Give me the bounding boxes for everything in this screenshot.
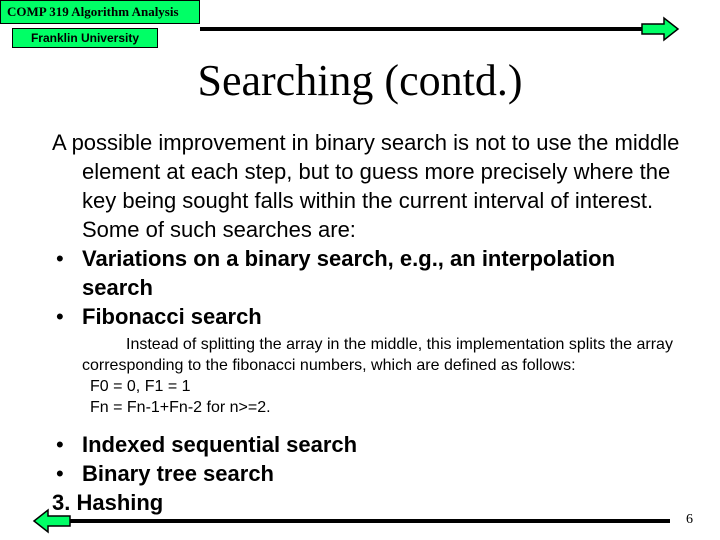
bullet-text: Variations on a binary search, e.g., an interpolation search	[82, 246, 616, 300]
bullet-text: Fibonacci search	[82, 304, 262, 329]
cut-off-heading: 3. Hashing	[52, 490, 164, 515]
formula-base: F0 = 0, F1 = 1	[90, 378, 191, 395]
bullet-marker: •	[56, 461, 64, 486]
bullet-item	[52, 430, 682, 459]
slide-body	[52, 128, 682, 517]
slide-title: Searching (contd.)	[197, 56, 523, 105]
bullet-text: Binary tree search	[82, 461, 274, 486]
course-label: COMP 319 Algorithm Analysis	[0, 0, 200, 24]
page-number: 6	[686, 512, 693, 527]
university-label: Franklin University	[12, 28, 158, 48]
bullet-text: Indexed sequential search	[82, 432, 358, 457]
bullet-item	[52, 244, 682, 302]
bottom-rule	[40, 519, 670, 523]
fibonacci-note: Instead of splitting the array in the middle, this implementation splits the array corresponding to the fibonacci numbers, which are defined as follows:	[82, 336, 673, 374]
bullet-item	[52, 302, 682, 331]
bullet-item	[52, 459, 682, 488]
bullet-marker: •	[56, 246, 64, 271]
bullet-marker: •	[56, 432, 64, 457]
left-arrow-icon[interactable]	[32, 508, 72, 534]
fibonacci-explanation	[82, 334, 682, 418]
formula-recurrence: Fn = Fn-1+Fn-2 for n>=2.	[90, 399, 271, 416]
right-arrow-icon[interactable]	[640, 16, 680, 42]
intro-paragraph: A possible improvement in binary search is not to use the middle element at each step, but to guess more precisely where the key being sought falls within the current interval of interest. Some of such searches are:	[52, 130, 680, 242]
bullet-marker: •	[56, 304, 64, 329]
top-rule	[200, 27, 670, 31]
